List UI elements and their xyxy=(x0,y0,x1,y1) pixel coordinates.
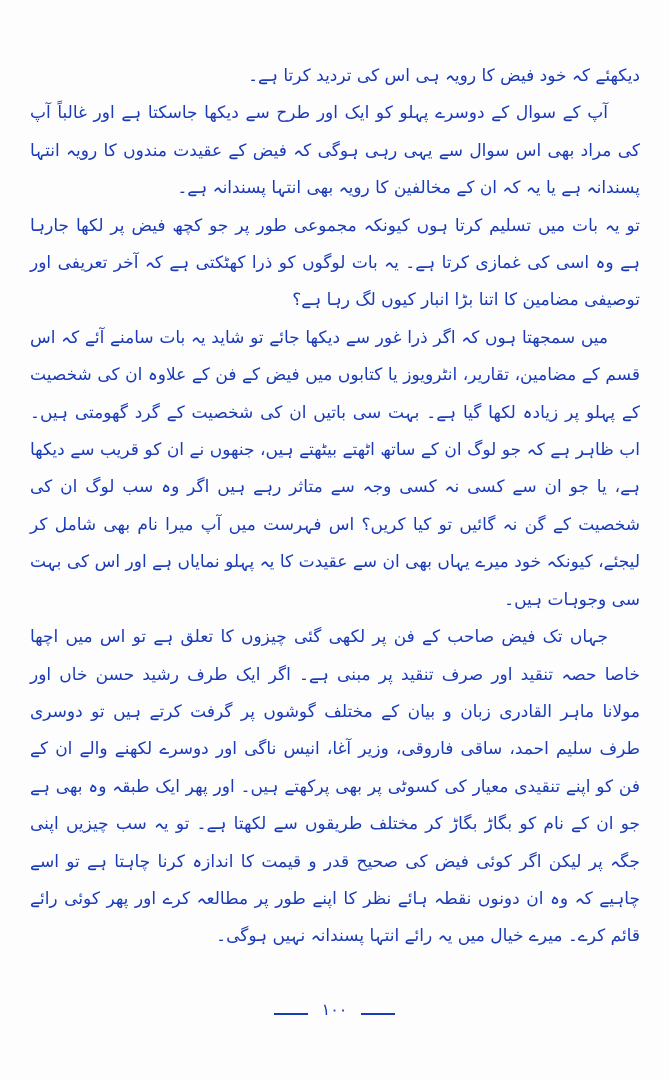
paragraph-5: جہاں تک فیض صاحب کے فن پر لکھی گئی چیزوں کا تعلق ہے تو اس میں اچھا خاصا حصہ تنقید اور صرف تنقید پر مبنی ہے۔ اگر ایک طرف رشید حسن خاں اور مولانا ماہر القادری زبان و بیان کے مختلف گوشوں پر گرفت کرتے ہیں تو دوسری طرف سلیم احمد، ساقی فاروقی، وزیر آغا، انیس ناگی اور دوسرے لکھنے والے ان کے فن کو اپنے تنقیدی معیار کی کسوٹی پر بھی پرکھتے ہیں۔ اور پھر ایک طبقہ وہ بھی ہے جو ان کے نام کو بگاڑ بگاڑ کر مختلف طریقوں سے لکھتا ہے۔ تو یہ سب چیزیں اپنی جگہ پر لیکن اگر کوئی فیض کی صحیح قدر و قیمت کا اندازہ کرنا چاہتا ہے تو اسے چاہیے کہ وہ ان دونوں نقطہ ہائے نظر کا اپنے طور پر مطالعہ کرے اور پھر کوئی رائے قائم کرے۔ میرے خیال میں یہ رائے انتہا پسندانہ نہیں ہوگی۔ xyxy=(30,627,640,947)
paragraph-4: میں سمجھتا ہوں کہ اگر ذرا غور سے دیکھا جائے تو شاید یہ بات سامنے آئے کہ اس قسم کے مضامین، تقاریر، انٹرویوز یا کتابوں میں فیض کے فن کے علاوہ ان کی شخصیت کے پہلو پر زیادہ لکھا گیا ہے۔ بہت سی باتیں ان کی شخصیت کے گرد گھومتی ہیں۔ اب ظاہر ہے کہ جو لوگ ان کے ساتھ اٹھتے بیٹھتے ہیں، جنھوں نے ان کو قریب سے دیکھا ہے، یا جو ان سے کسی نہ کسی وجہ سے متاثر رہے ہیں اگر وہ سب لوگ ان کی شخصیت کے گن نہ گائیں تو کیا کریں؟ اس فہرست میں آپ میرا نام بھی شامل کر لیجئے، کیونکہ خود میرے یہاں بھی ان سے عقیدت کا یہ پہلو نمایاں ہے اور اس کی بہت سی وجوہات ہیں۔ xyxy=(30,327,640,610)
paragraph-2: آپ کے سوال کے دوسرے پہلو کو ایک اور طرح سے دیکھا جاسکتا ہے اور غالباً آپ کی مراد بھی اس سوال سے یہی رہی ہوگی کہ فیض کے عقیدت مندوں کا رویہ انتہا پسندانہ ہے یا یہ کہ ان کے مخالفین کا رویہ بھی انتہا پسندانہ ہے۔ xyxy=(30,103,640,199)
page-footer xyxy=(0,1000,669,1019)
page-number: ۱۰۰ xyxy=(321,1000,348,1019)
footer-rule-right xyxy=(361,1013,395,1015)
body-text xyxy=(30,58,640,956)
footer-rule-left xyxy=(274,1013,308,1015)
paragraph-3: تو یہ بات میں تسلیم کرتا ہوں کیونکہ مجموعی طور پر جو کچھ فیض پر لکھا جارہا ہے وہ اسی کی غمازی کرتا ہے۔ یہ بات لوگوں کو ذرا کھٹکتی ہے کہ آخر تعریفی اور توصیفی مضامین کا اتنا بڑا انبار کیوں لگ رہا ہے؟ xyxy=(30,215,640,311)
paragraph-1: دیکھئے کہ خود فیض کا رویہ ہی اس کی تردید کرتا ہے۔ xyxy=(248,66,640,86)
